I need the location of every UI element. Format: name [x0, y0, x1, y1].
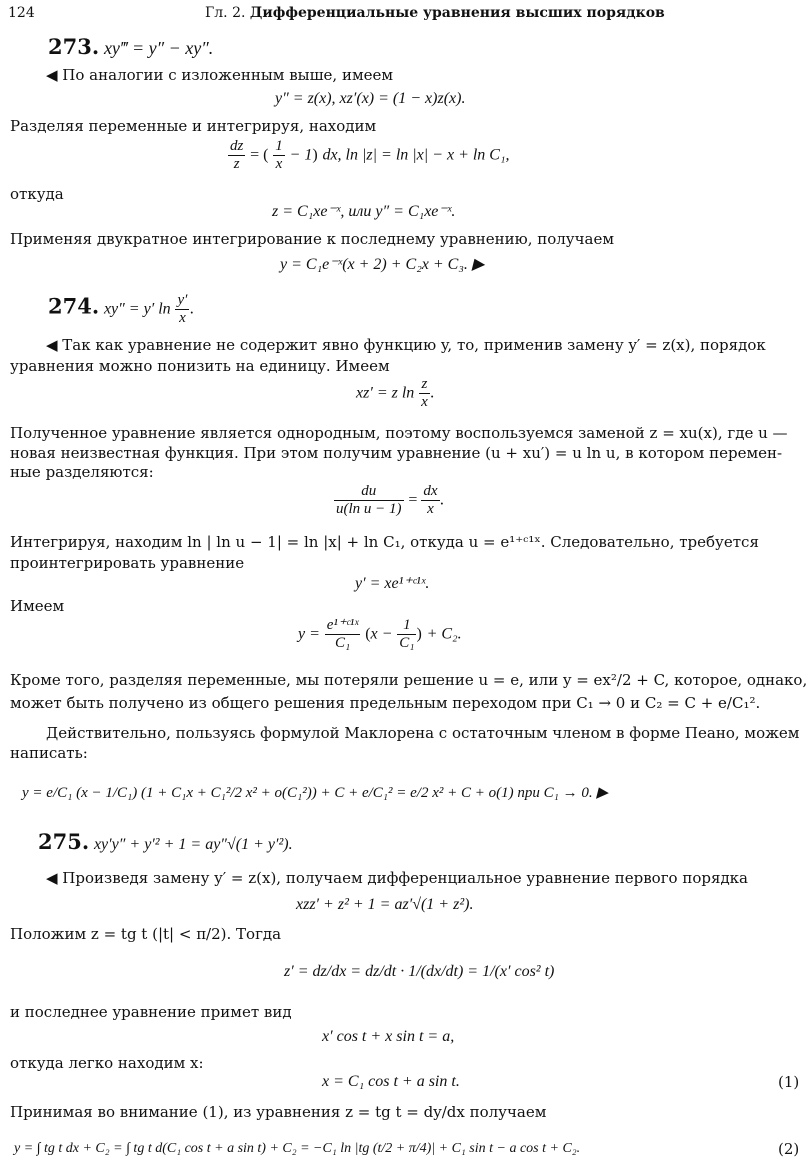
page-number: 124	[8, 5, 35, 21]
frac-bot: x	[421, 394, 428, 410]
frac-bot: x	[427, 501, 434, 517]
frac-top: 1	[397, 617, 416, 635]
equation: y″ = z(x), xz′(x) = (1 − x)z(x).	[275, 90, 466, 107]
equation: y = e/C₁ (x − 1/C₁) (1 + C₁x + C₁²/2 x² + o(C₁²)) + C + e/C₁² = e/2 x² + C + o(1) при C₁ → 0. ▶	[22, 785, 608, 801]
equation: y′ = xe¹⁺ᶜ¹ˣ.	[355, 575, 430, 592]
frac-top: du	[334, 483, 404, 501]
problem-number: 273.	[48, 34, 100, 59]
equation: z = C₁xe⁻ˣ, или y″ = C₁xe⁻ˣ.	[272, 203, 456, 220]
problem-273-heading	[48, 34, 214, 59]
text-line: Полученное уравнение является однородным, поэтому воспользуемся заменой z = xu(x), где u —	[10, 424, 788, 442]
frac-bot: z	[233, 156, 240, 172]
problem-equation: xy″ = y′ ln	[103, 300, 171, 318]
text-line: Положим z = tg t (|t| < π/2). Тогда	[10, 925, 282, 943]
text-line: Кроме того, разделяя переменные, мы потеряли решение u = e, или y = ex²/2 + C, которое, однако,	[10, 671, 808, 689]
equation-part: y =	[298, 625, 320, 643]
text-line: Имеем	[10, 597, 65, 615]
problem-number: 275.	[38, 829, 90, 854]
equation: xzz′ + z² + 1 = az′√(1 + z²).	[296, 896, 474, 913]
text-line: ◀ Так как уравнение не содержит явно функцию y, то, применив замену y′ = z(x), порядок	[46, 336, 766, 354]
chapter-title: Дифференциальные уравнения высших порядков	[249, 5, 665, 21]
equation-part: + C₂.	[426, 625, 462, 643]
text-line: уравнения можно понизить на единицу. Имеем	[10, 357, 390, 375]
equation-label: (1)	[778, 1073, 800, 1091]
frac-bot: C₁	[399, 635, 415, 651]
equation: x′ cos t + x sin t = a,	[322, 1028, 455, 1045]
frac-bot: x	[275, 156, 283, 172]
equation: y = ∫ tg t dx + C₂ = ∫ tg t d(C₁ cos t + a sin t) + C₂ = −C₁ ln |tg (t/2 + π/4)| + C₁ sin t − a cos t + C₂.	[14, 1141, 581, 1156]
text-line: ◀ Произведя замену y′ = z(x), получаем дифференциальное уравнение первого порядка	[46, 869, 748, 887]
text-line: проинтегрировать уравнение	[10, 554, 245, 572]
running-header	[205, 4, 665, 22]
equation: y = C₁e⁻ˣ(x + 2) + C₂x + C₃. ▶	[280, 256, 485, 273]
text-line: откуда легко находим x:	[10, 1054, 204, 1072]
equation-label: (2)	[778, 1140, 800, 1158]
text-line: Действительно, пользуясь формулой Маклорена с остаточным членом в форме Пеано, можем	[46, 724, 800, 742]
frac-top: y′	[177, 292, 188, 308]
chapter-label: Гл. 2.	[205, 5, 246, 21]
text-line: написать:	[10, 744, 88, 762]
equation: y = $\frac{\text{e¹⁺ᶜ¹ˣ}}{\text{C₁}}$ (x − $\frac{1}{\text{C₁}}$ ) + C₂.	[298, 617, 462, 651]
text-line: Применяя двукратное интегрирование к последнему уравнению, получаем	[10, 230, 615, 248]
frac-bot: u(ln u − 1)	[336, 501, 402, 517]
equation: $\frac{du}{\text{u(ln u − 1)}}$ = $\frac{dx}{x}$ .	[336, 483, 445, 517]
frac-top: dx	[423, 483, 438, 499]
text-line: Разделяя переменные и интегрируя, находим	[10, 117, 377, 135]
text-line: ◀ По аналогии с изложенным выше, имеем	[46, 66, 394, 84]
text-line: откуда	[10, 185, 64, 203]
equation: x = C₁ cos t + a sin t.	[322, 1073, 460, 1090]
equation-part: − 1	[289, 146, 313, 164]
equation: xz′ = z ln $\frac{z}{x}$ .	[356, 376, 435, 410]
equation-part: dx, ln |z| = ln |x| − x + ln C₁,	[322, 146, 510, 164]
frac-top: z	[419, 376, 430, 394]
problem-275-heading	[38, 829, 293, 854]
equation-part: x −	[370, 625, 393, 643]
problem-number: 274.	[48, 293, 100, 319]
problem-274-heading: 274. xy″ = y′ ln $\frac{y'}{x}$ .	[48, 292, 195, 326]
problem-equation: xy′y″ + y′² + 1 = ay″√(1 + y′²).	[93, 836, 293, 853]
frac-bot: C₁	[334, 635, 351, 651]
text-line: Интегрируя, находим ln | ln u − 1| = ln |x| + ln C₁, откуда u = e¹⁺ᶜ¹ˣ. Следовательно, требуется	[10, 533, 759, 551]
text-line: Принимая во внимание (1), из уравнения z = tg t = dy/dx получаем	[10, 1103, 547, 1121]
equation: $\frac{dz}{z}$ = ( $\frac{1}{x}$ − 1) dx, ln |z| = ln |x| − x + ln C₁,	[230, 138, 510, 172]
equation: z′ = dz/dx = dz/dt · 1/(dx/dt) = 1/(x′ cos² t)	[284, 963, 555, 980]
text-line: ные разделяются:	[10, 463, 154, 481]
frac-top: e¹⁺ᶜ¹ˣ	[326, 617, 359, 633]
equation-part: xz′ = z ln	[356, 384, 415, 402]
frac-top: 1	[275, 138, 283, 154]
problem-equation: xy‴ = y″ − xy″.	[103, 38, 214, 58]
text-line: новая неизвестная функция. При этом получим уравнение (u + xu′) = u ln u, в котором перемен-	[10, 444, 783, 462]
frac-bot: x	[179, 310, 186, 326]
frac-top: dz	[230, 138, 244, 154]
text-line: и последнее уравнение примет вид	[10, 1003, 292, 1021]
text-line: может быть получено из общего решения предельным переходом при C₁ → 0 и C₂ = C + e/C₁².	[10, 694, 761, 712]
